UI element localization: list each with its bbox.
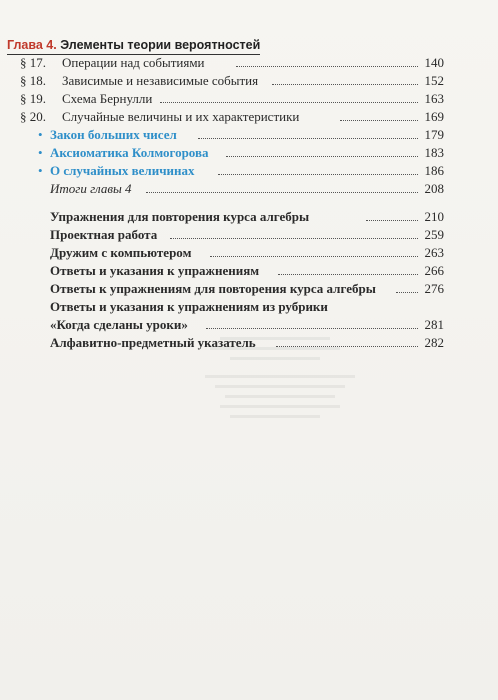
bullet-icon: •: [38, 127, 43, 142]
section-title: Случайные величины и их характеристики: [62, 109, 300, 124]
toc-row[interactable]: [0, 55, 498, 71]
section-title: Алфавитно-предметный указатель: [50, 335, 256, 350]
toc-row[interactable]: [0, 299, 498, 315]
page-number: 266: [424, 263, 444, 278]
section-title: «Когда сделаны уроки»: [50, 317, 188, 332]
chapter-heading: [7, 38, 260, 52]
dot-leader: [396, 292, 418, 293]
dot-leader: [160, 102, 418, 103]
chapter-title: Элементы теории вероятностей: [60, 38, 261, 52]
dot-leader: [206, 328, 418, 329]
page-number: 140: [424, 55, 444, 70]
section-title: Ответы к упражнениям для повторения курса алгебры: [50, 281, 376, 296]
bullet-icon: •: [38, 163, 43, 178]
section-title: Ответы и указания к упражнениям из рубрики: [50, 299, 328, 314]
toc-row[interactable]: [0, 109, 498, 125]
page-number: 186: [424, 163, 444, 178]
dot-leader: [198, 138, 418, 139]
section-title: Зависимые и независимые события: [62, 73, 259, 88]
page-number: 210: [424, 209, 444, 224]
section-title: Дружим с компьютером: [50, 245, 192, 260]
dot-leader: [146, 192, 418, 193]
section-number: § 18.: [20, 73, 46, 88]
page-number: 179: [424, 127, 444, 142]
dot-leader: [170, 238, 418, 239]
toc-row[interactable]: [0, 127, 498, 143]
section-title: Упражнения для повторения курса алгебры: [50, 209, 310, 224]
page-number: 276: [424, 281, 444, 296]
section-title: Закон больших чисел: [50, 127, 177, 142]
page-number: 208: [424, 181, 444, 196]
section-title: Схема Бернулли: [62, 91, 153, 106]
toc-row[interactable]: [0, 317, 498, 333]
dot-leader: [236, 66, 418, 67]
page-number: 263: [424, 245, 444, 260]
chapter-number: Глава 4.: [7, 38, 57, 52]
section-number: § 19.: [20, 91, 46, 106]
section-title: О случайных величинах: [50, 163, 195, 178]
page-number: 259: [424, 227, 444, 242]
section-title: Операции над событиями: [62, 55, 205, 70]
section-number: § 20.: [20, 109, 46, 124]
toc-row[interactable]: [0, 281, 498, 297]
page-number: 183: [424, 145, 444, 160]
dot-leader: [366, 220, 418, 221]
show-through-shadow: [200, 335, 360, 425]
section-title: Проектная работа: [50, 227, 158, 242]
page-number: 169: [424, 109, 444, 124]
section-title: Ответы и указания к упражнениям: [50, 263, 260, 278]
section-number: § 17.: [20, 55, 46, 70]
toc-row[interactable]: [0, 145, 498, 161]
dot-leader: [340, 120, 418, 121]
toc-row[interactable]: [0, 263, 498, 279]
dot-leader: [272, 84, 418, 85]
section-title: Аксиоматика Колмогорова: [50, 145, 209, 160]
page-number: 152: [424, 73, 444, 88]
dot-leader: [218, 174, 418, 175]
toc-row[interactable]: [0, 73, 498, 89]
toc-row[interactable]: [0, 91, 498, 107]
page-number: 282: [424, 335, 444, 350]
toc-row[interactable]: [0, 181, 498, 197]
dot-leader: [210, 256, 418, 257]
toc-row[interactable]: [0, 245, 498, 261]
toc-row[interactable]: [0, 163, 498, 179]
toc-row[interactable]: [0, 209, 498, 225]
dot-leader: [226, 156, 418, 157]
toc-row[interactable]: [0, 227, 498, 243]
section-title: Итоги главы 4: [50, 181, 132, 196]
page-number: 163: [424, 91, 444, 106]
bullet-icon: •: [38, 145, 43, 160]
page-number: 281: [424, 317, 444, 332]
dot-leader: [278, 274, 418, 275]
